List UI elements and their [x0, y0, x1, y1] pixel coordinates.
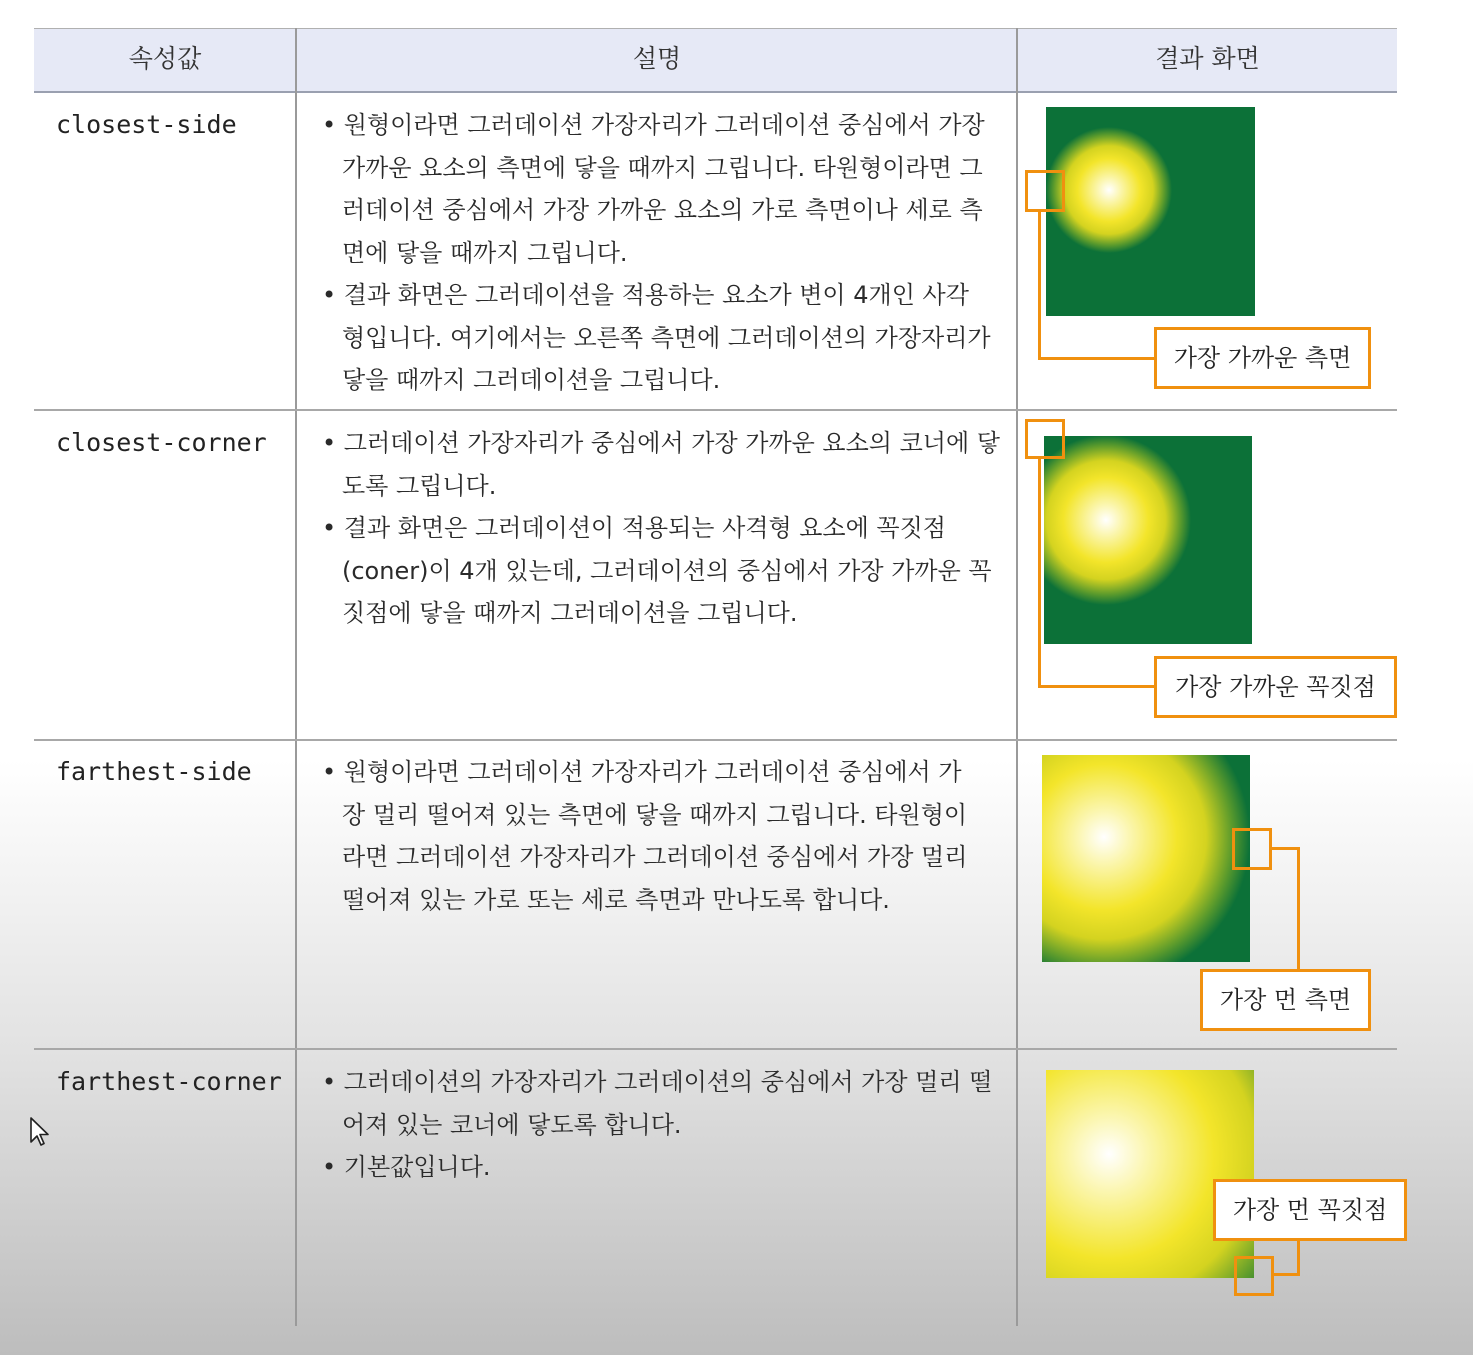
header-property: 속성값	[128, 44, 202, 73]
leader-line	[1297, 1238, 1300, 1276]
callout-label: 가장 가까운 측면	[1154, 327, 1371, 389]
header-result: 결과 화면	[1155, 44, 1260, 73]
gradient-farthest-corner	[1046, 1070, 1254, 1278]
leader-line	[1038, 357, 1156, 360]
bullet-text: • 결과 화면은 그러데이션을 적용하는 요소가 변이 4개인 사각형입니다. 여기에서는 오른쪽 측면에 그러데이션의 가장자리가 닿을 때까지 그러데이션을 그립니다.	[322, 274, 992, 402]
callout-label: 가장 먼 꼭짓점	[1213, 1179, 1407, 1241]
row-divider	[34, 1048, 1397, 1050]
callout-label: 가장 가까운 꼭짓점	[1154, 656, 1397, 718]
gradient-farthest-side	[1042, 755, 1250, 962]
bullet-text: • 원형이라면 그러데이션 가장자리가 그러데이션 중심에서 가장 가까운 요소의 측면에 닿을 때까지 그립니다. 타원형이라면 그러데이션 중심에서 가장 가까운 요소의 가로 측면이나 세로 측면에 닿을 때까지 그립니다.	[322, 104, 992, 274]
leader-line	[1272, 1273, 1300, 1276]
column-divider	[295, 28, 297, 1326]
highlight-box	[1025, 170, 1065, 212]
leader-line	[1038, 210, 1041, 360]
property-name: closest-corner	[56, 428, 267, 457]
leader-line	[1038, 685, 1156, 688]
leader-line	[1297, 847, 1300, 971]
description-cell	[322, 751, 982, 921]
bullet-text: • 그러데이션의 가장자리가 그러데이션의 중심에서 가장 멀리 떨어져 있는 코너에 닿도록 합니다.	[322, 1061, 1002, 1146]
leader-line	[1038, 457, 1041, 688]
bullet-text: • 원형이라면 그러데이션 가장자리가 그러데이션 중심에서 가장 멀리 떨어져 있는 측면에 닿을 때까지 그립니다. 타원형이라면 그러데이션 가장자리가 그러데이션 중심에서 가장 멀리 떨어져 있는 가로 또는 세로 측면과 만나도록 합니다.	[322, 751, 982, 921]
bullet-text: • 그러데이션 가장자리가 중심에서 가장 가까운 요소의 코너에 닿도록 그립니다.	[322, 422, 1002, 507]
bullet-text: • 기본값입니다.	[322, 1146, 1002, 1189]
gradient-closest-side	[1046, 107, 1255, 316]
row-divider	[34, 409, 1397, 411]
column-divider	[1016, 28, 1018, 1326]
property-name: farthest-side	[56, 757, 252, 786]
header-description: 설명	[632, 44, 682, 73]
callout-label: 가장 먼 측면	[1200, 969, 1371, 1031]
leader-line	[1270, 847, 1300, 850]
gradient-closest-corner	[1044, 436, 1252, 644]
property-name: farthest-corner	[56, 1067, 282, 1096]
description-cell	[322, 104, 992, 402]
description-cell	[322, 422, 1002, 635]
row-divider	[34, 739, 1397, 741]
highlight-box	[1232, 828, 1272, 870]
highlight-box	[1025, 419, 1065, 459]
property-name: closest-side	[56, 110, 237, 139]
bullet-text: • 결과 화면은 그러데이션이 적용되는 사격형 요소에 꼭짓점(coner)이 4개 있는데, 그러데이션의 중심에서 가장 가까운 꼭짓점에 닿을 때까지 그러데이션을 그립니다.	[322, 507, 1002, 635]
mouse-pointer-icon	[29, 1116, 51, 1148]
description-cell	[322, 1061, 1002, 1189]
highlight-box	[1234, 1256, 1274, 1296]
